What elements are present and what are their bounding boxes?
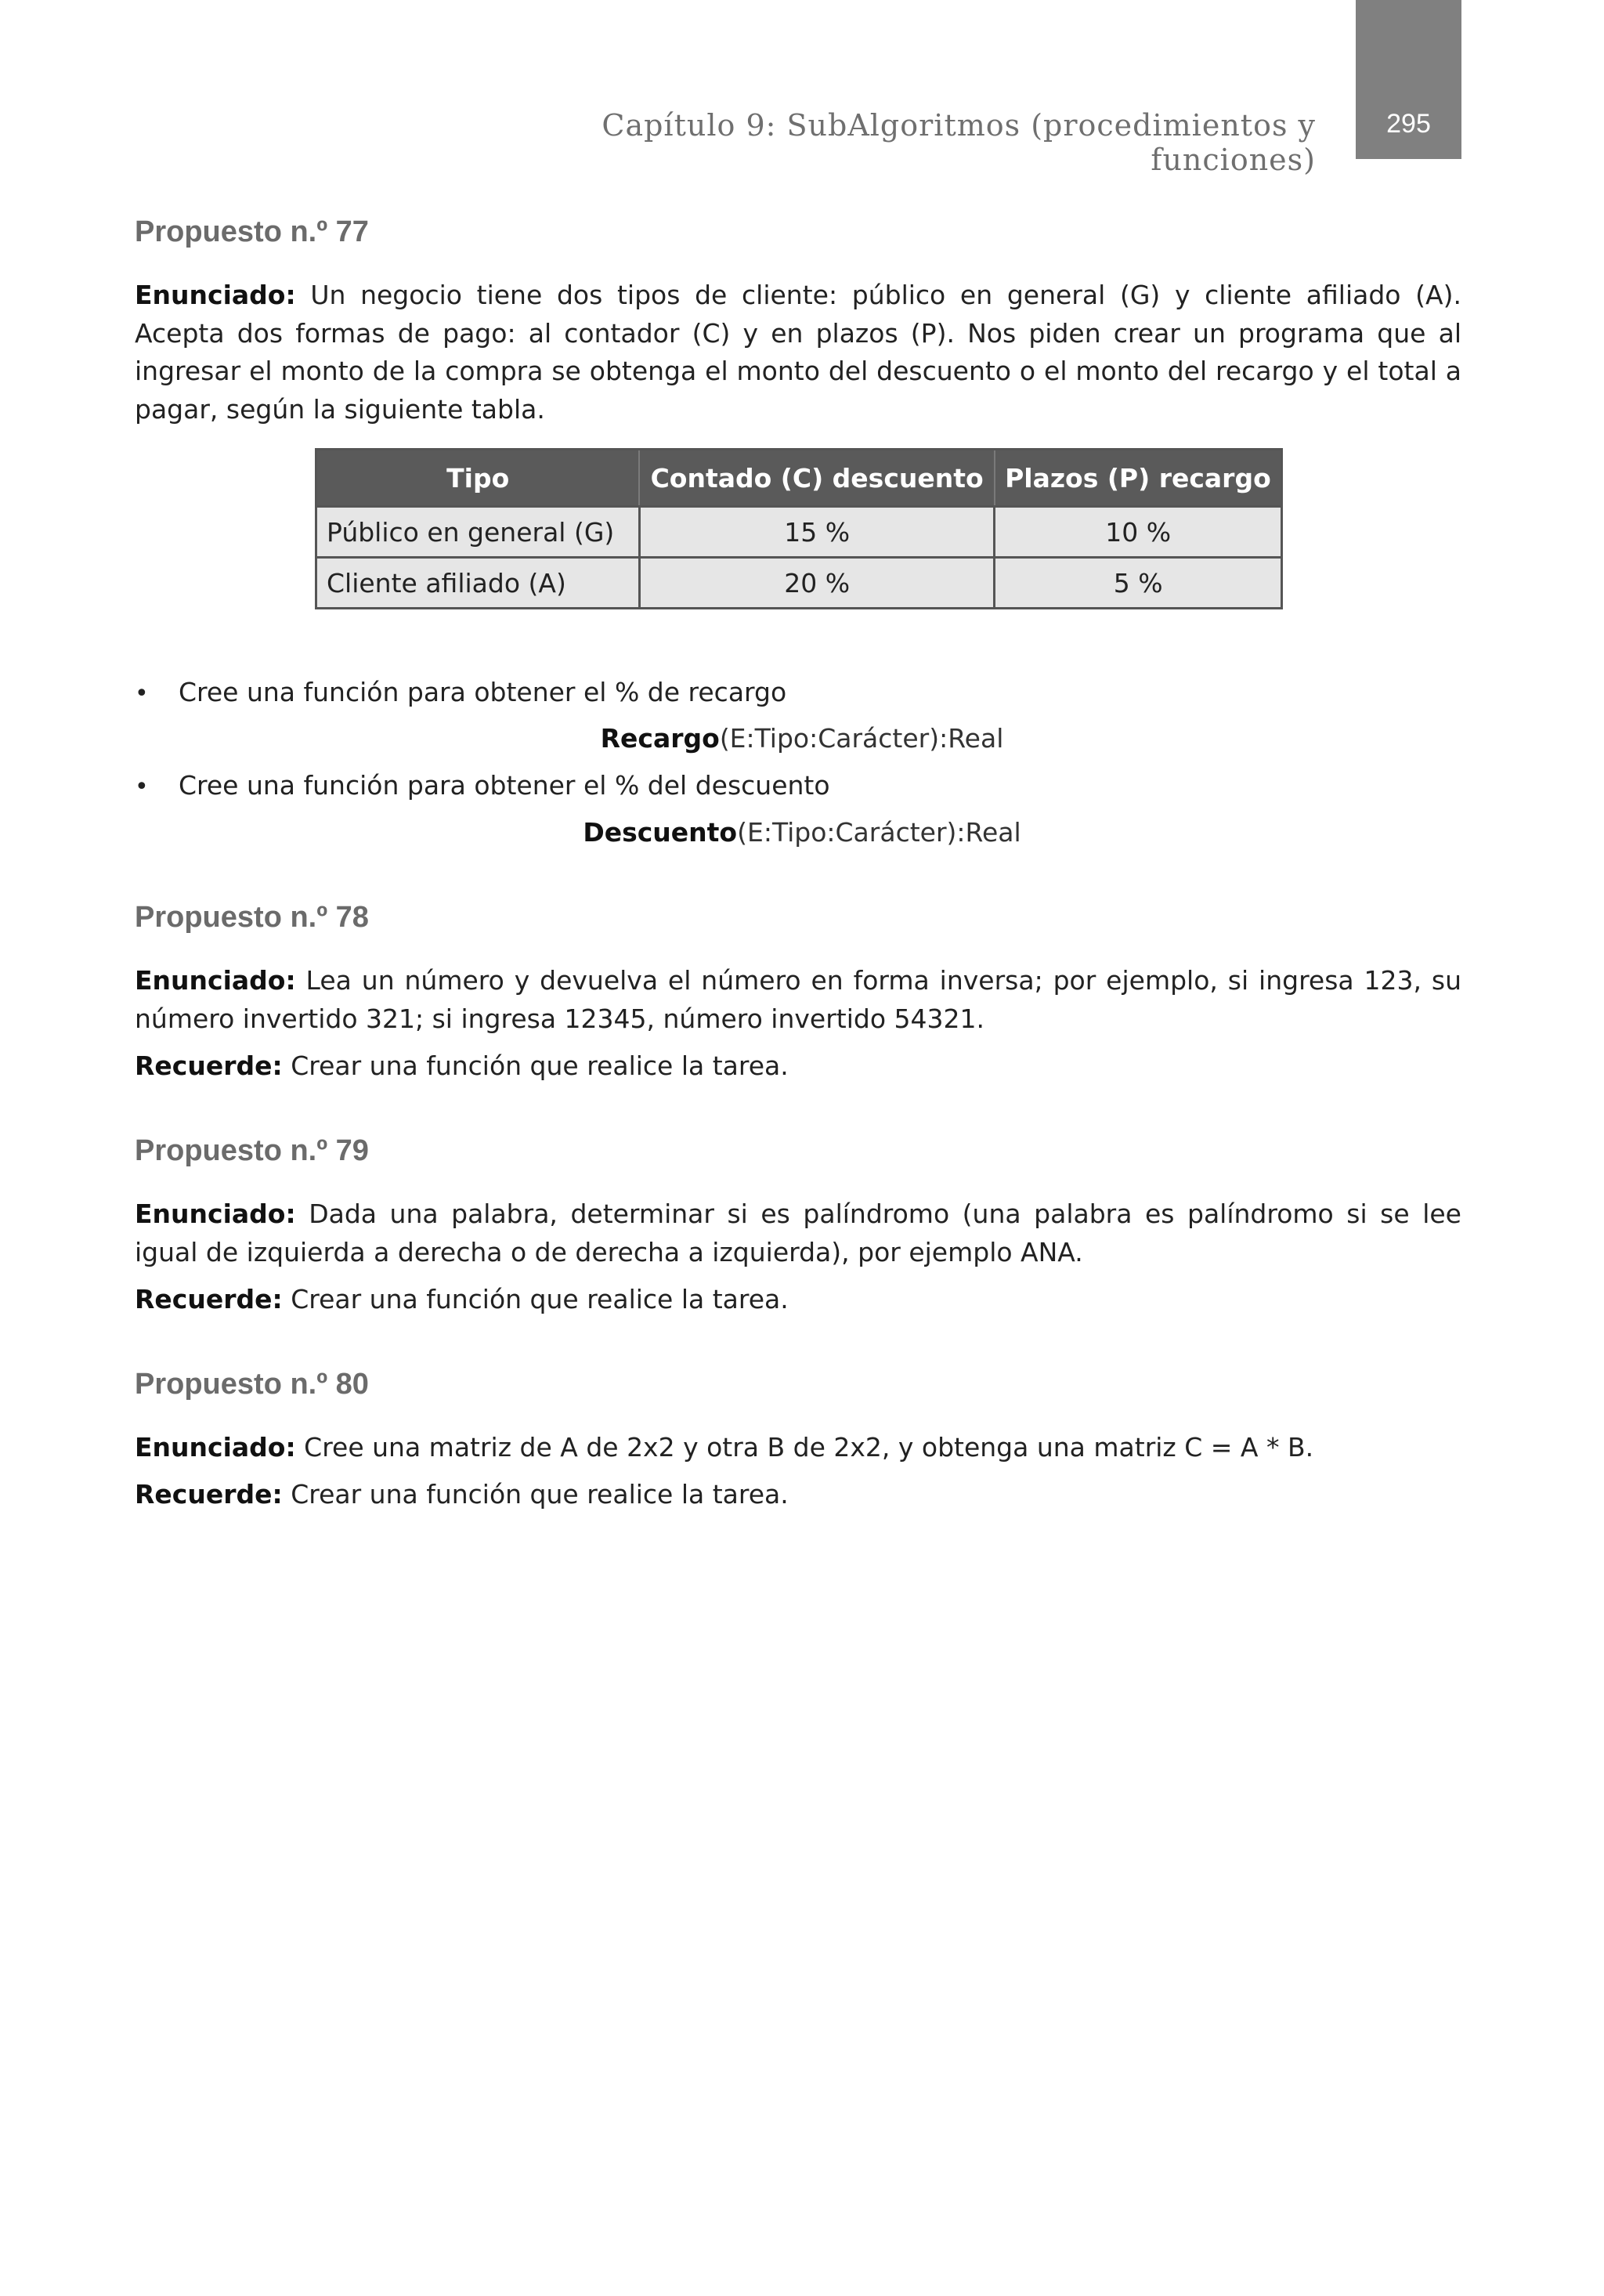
statement-77	[135, 277, 1461, 428]
reminder-label: Recuerde:	[135, 1479, 283, 1510]
statement-80	[135, 1429, 1461, 1467]
page-number-tab	[1356, 0, 1461, 159]
bullet-text: Cree una función para obtener el % de recargo	[179, 677, 787, 707]
statement-79	[135, 1195, 1461, 1271]
function-params: (E:Tipo:Carácter):Real	[719, 723, 1004, 754]
table-header-cell: Plazos (P) recargo	[995, 450, 1282, 507]
reminder-text: Crear una función que realice la tarea.	[282, 1284, 789, 1314]
reminder-text: Crear una función que realice la tarea.	[282, 1050, 789, 1081]
bullet-item	[135, 770, 830, 801]
table-cell: 5 %	[995, 558, 1282, 609]
statement-label: Enunciado:	[135, 280, 296, 310]
table-cell: 15 %	[639, 507, 994, 558]
bullet-icon: •	[135, 680, 149, 707]
reminder-label: Recuerde:	[135, 1050, 283, 1081]
table-row	[316, 507, 1282, 558]
table-header-cell: Tipo	[316, 450, 640, 507]
statement-label: Enunciado:	[135, 1199, 296, 1229]
bullet-text: Cree una función para obtener el % del descuento	[179, 770, 830, 801]
rates-table	[315, 448, 1283, 609]
reminder-label: Recuerde:	[135, 1284, 283, 1314]
section-heading-79: Propuesto n.º 79	[135, 1134, 369, 1167]
reminder-79	[135, 1281, 1461, 1319]
running-header: Capítulo 9: SubAlgoritmos (procedimientos y funciones)	[602, 108, 1316, 177]
statement-text: Dada una palabra, determinar si es palíndromo (una palabra es palíndromo si se lee igual de izquierda a derecha o de derecha a izquierda), por ejemplo ANA.	[135, 1199, 1461, 1267]
reminder-text: Crear una función que realice la tarea.	[282, 1479, 789, 1510]
function-name: Recargo	[600, 723, 720, 754]
table-cell: Cliente afiliado (A)	[316, 558, 640, 609]
function-signature	[0, 723, 1604, 754]
section-heading-80: Propuesto n.º 80	[135, 1368, 369, 1401]
reminder-78	[135, 1047, 1461, 1086]
bullet-item	[135, 677, 786, 707]
table-cell: 20 %	[639, 558, 994, 609]
statement-text: Un negocio tiene dos tipos de cliente: público en general (G) y cliente afiliado (A). Acepta dos formas de pago: al contador (C) y en plazos (P). Nos piden crear un programa que al ingresar el monto de la compra se obtenga el monto del descuento o el monto del recargo y el total a pagar, según la siguiente tabla.	[135, 280, 1461, 425]
statement-label: Enunciado:	[135, 1432, 296, 1463]
statement-text: Cree una matriz de A de 2x2 y otra B de 2x2, y obtenga una matriz C = A * B.	[295, 1432, 1314, 1463]
function-signature	[0, 817, 1604, 848]
function-name: Descuento	[583, 817, 738, 848]
statement-text: Lea un número y devuelva el número en forma inversa; por ejemplo, si ingresa 123, su número invertido 321; si ingresa 12345, número invertido 54321.	[135, 965, 1461, 1034]
bullet-icon: •	[135, 773, 149, 801]
table-cell: 10 %	[995, 507, 1282, 558]
reminder-80	[135, 1476, 1461, 1514]
table-row	[316, 558, 1282, 609]
page-number: 295	[1386, 109, 1431, 139]
function-params: (E:Tipo:Carácter):Real	[737, 817, 1021, 848]
table-cell: Público en general (G)	[316, 507, 640, 558]
table-header-cell: Contado (C) descuento	[639, 450, 994, 507]
section-heading-77: Propuesto n.º 77	[135, 215, 369, 248]
statement-78	[135, 962, 1461, 1038]
section-heading-78: Propuesto n.º 78	[135, 901, 369, 934]
table-header-row	[316, 450, 1282, 507]
statement-label: Enunciado:	[135, 965, 296, 996]
